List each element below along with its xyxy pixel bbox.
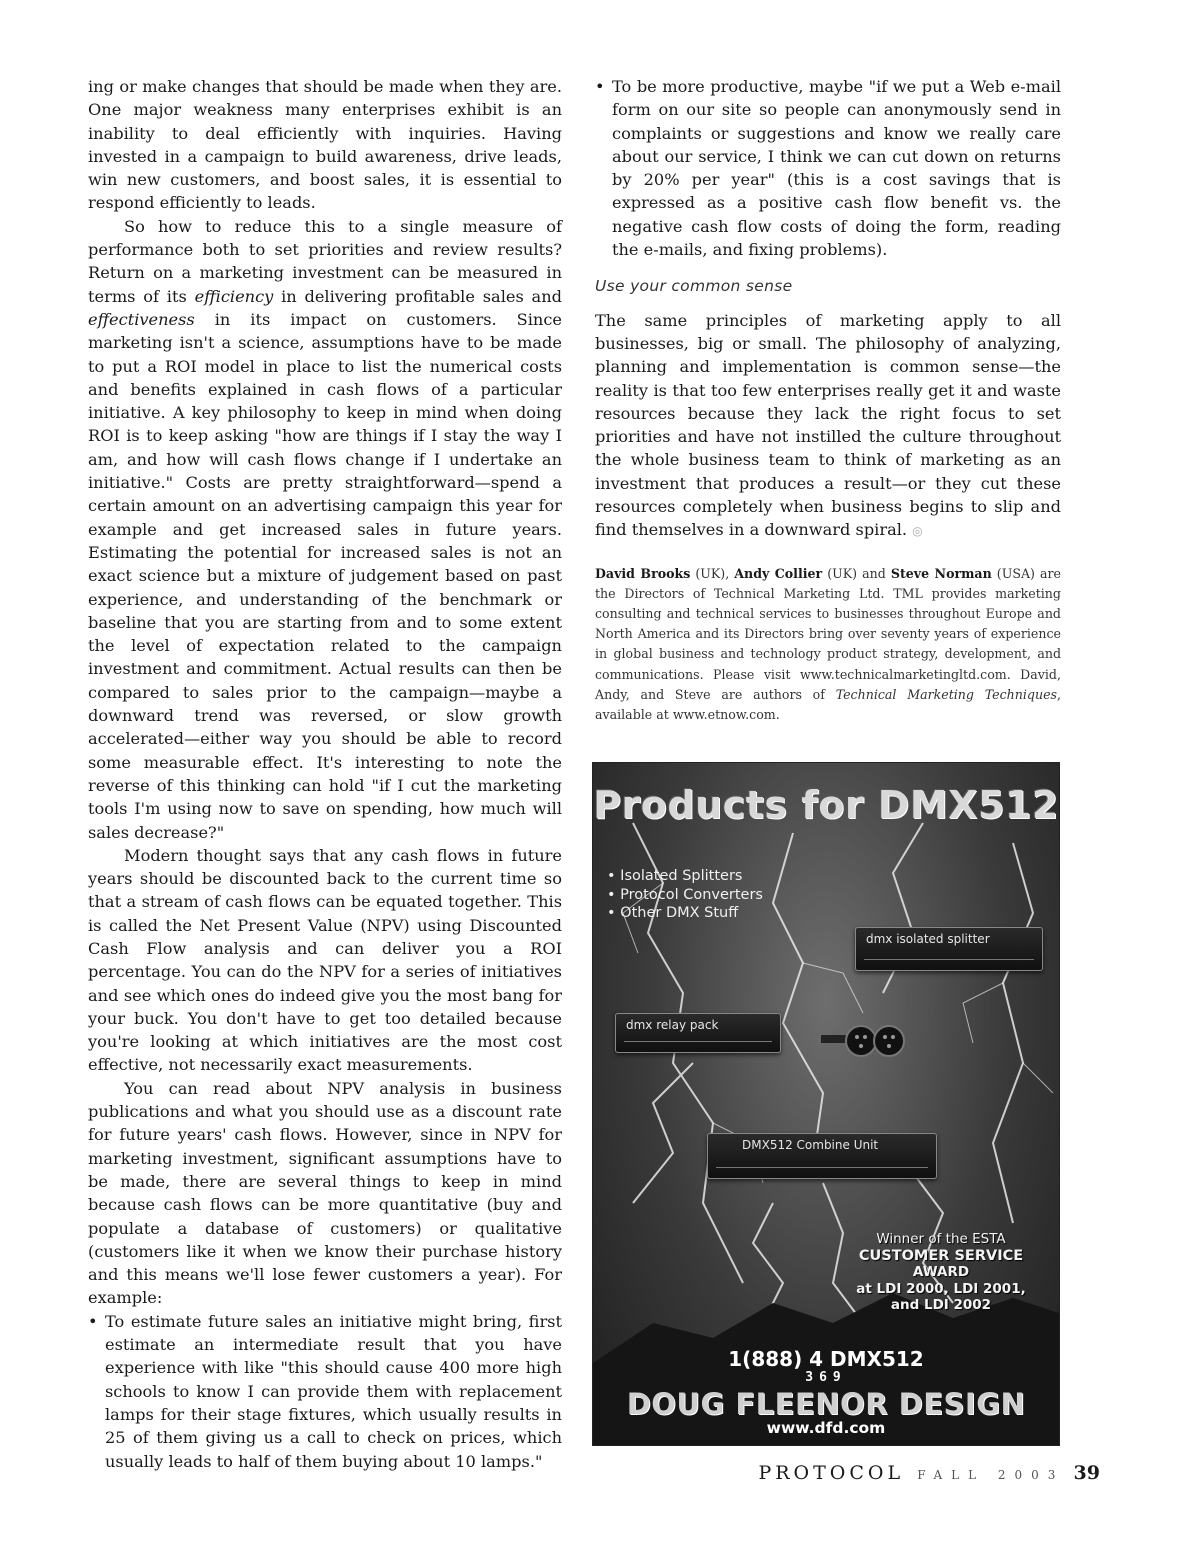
ad-phone-digits: 369 (805, 1370, 847, 1385)
paragraph-1: ing or make changes that should be made when they are. One major weakness many enterprises exhibit is an inability to deal efficiently with inquiries. Having invested in a campaign to build awareness, drive leads, win new customers, and boost sales, it is essential to respond efficiently to leads. (88, 77, 562, 213)
feature-item: • Protocol Converters (607, 886, 763, 905)
author-loc-1: (UK), (690, 565, 735, 581)
advertisement-dmx512 (592, 762, 1060, 1446)
section-subhead: Use your common sense (595, 277, 793, 296)
author-name-3: Steve Norman (890, 565, 992, 581)
paragraph-2-text-c: in its impact on customers. Since marketing isn't a science, assumptions have to be made to put a ROI model in place to list the numerical costs and benefits explained in cash flows of a particular initiative. A key philosophy to keep in mind when doing ROI is to keep asking "how are things if I stay the way I am, and how will cash flows change if I undertake an initiative." Costs are pretty straightforward—spend a certain amount on an advertising campaign this year for example and get increased sales in future years. Estimating the potential for increased sales is not an exact science but a mixture of judgement based on past experience, and understanding of the benchmark or baseline that you are starting from and to some extent the level of expectation related to the campaign investment and commitment. Actual results can then be compared to sales prior to the campaign—maybe a downward trend was reversed, or slow growth accelerated—either way you should be able to record some measurable effect. It's interesting to note the reverse of this thinking can hold "if I cut the marketing tools I'm using now to save on spending, how much will sales decrease?" (88, 309, 562, 842)
paragraph-2-text-b: in delivering profitable sales and (273, 286, 562, 306)
author-bio-text-a: are the Directors of Technical Marketing Ltd. TML provides marketing consulting and technical services to businesses throughout Europe and North America and its Directors bring over seventy years of experience in global business and technology product strategy, development, and communications. Please visit www.technicalmarketingltd.com. David, Andy, and Steve are authors of (595, 565, 1061, 702)
page-number: 39 (1073, 1462, 1100, 1484)
award-line: and LDI 2002 (890, 1297, 992, 1313)
device-combine-unit (707, 1133, 937, 1179)
magazine-name: PROTOCOL (758, 1462, 905, 1484)
emphasis-effectiveness: effectiveness (88, 309, 195, 329)
end-mark-icon: ◎ (912, 524, 923, 539)
feature-item: • Other DMX Stuff (607, 904, 763, 923)
award-text (851, 1231, 1031, 1314)
paragraph-5-text: The same principles of marketing apply to all businesses, big or small. The philosophy of analyzing, planning and implementation is common sense—the reality is that too few enterprises really get it and waste resources because they lack the right focus to set priorities and have not instilled the culture throughout the whole business team to think of marketing as an investment that produces a result—or they cut these resources completely when business begins to slip and find themselves in a downward spiral. (595, 310, 1061, 540)
bullet-item-2: • To be more productive, maybe "if we put a Web e-mail form on our site so people can anonymously send in complaints or suggestions and know we really care about our service, I think we can cut down on returns by 20% per year" (this is a cost savings that is expressed as a positive cash flow benefit vs. the negative cash flow costs of doing the form, reading the e-mails, and fixing problems). (595, 75, 1061, 261)
paragraph-3: Modern thought says that any cash flows in future years should be discounted back to the current time so that a stream of cash flows can be equated together. This is called the Net Present Value (NPV) using Discounted Cash Flow analysis and can deliver you a ROI percentage. You can do the NPV for a series of initiatives and see which ones do indeed give you the most bang for your buck. You don't have to get too detailed because you're looking at which initiatives are the most cost effective, not necessarily exact measurements. (88, 845, 562, 1075)
author-name-2: Andy Collier (734, 565, 823, 581)
ad-phone: 1(888) 4 DMX512 (728, 1347, 924, 1371)
award-line: AWARD (912, 1264, 970, 1280)
award-line: CUSTOMER SERVICE (858, 1247, 1024, 1264)
device-label: dmx relay pack (626, 1018, 719, 1032)
issue-label: FALL 2003 (917, 1468, 1065, 1482)
bullet-item-1: • To estimate future sales an initiative might bring, first estimate an intermediate result that you have experience with like "this should cause 400 more high schools to know I can provide them with replacement lamps for their stage fixtures, which usually results in 25 of them giving us a call to check on prices, which usually leads to half of them buying about 10 lamps." (88, 1310, 562, 1473)
ad-headline: Products for DMX512 (593, 783, 1059, 827)
xlr-connector-icon (821, 1019, 907, 1063)
paragraph-4: You can read about NPV analysis in business publications and what you should use as a discount rate for future years' cash flows. However, since in NPV for marketing investment, significant assumptions have to be made, there are several things to keep in mind because cash flows can be more quantitative (buy and populate a database of customers) or qualitative (customers like it when we know their purchase history and this means we'll lose fewer customers a year). For example: (88, 1078, 562, 1308)
author-bio (595, 564, 1061, 726)
emphasis-efficiency: efficiency (194, 286, 274, 306)
right-column (595, 75, 1061, 725)
page-footer (758, 1462, 1100, 1484)
author-loc-3: (USA) (991, 565, 1035, 581)
award-line: Winner of the ESTA (876, 1231, 1006, 1247)
ad-company-name: DOUG FLEENOR DESIGN (626, 1387, 1026, 1421)
paragraph-5 (595, 309, 1061, 544)
award-line: at LDI 2000, LDI 2001, (856, 1280, 1026, 1297)
device-isolated-splitter (855, 927, 1043, 971)
ad-url: www.dfd.com (766, 1419, 886, 1437)
device-label: dmx isolated splitter (866, 932, 990, 946)
book-title: Technical Marketing Techniques (835, 686, 1057, 702)
author-bio-text-b: , available at www.etnow.com. (595, 686, 1062, 723)
paragraph-2 (88, 215, 562, 844)
author-loc-2: (UK) and (822, 565, 891, 581)
feature-item: • Isolated Splitters (607, 867, 763, 886)
paragraph-2-text-a: So how to reduce this to a single measure of performance both to set priorities and review results? Return on a marketing investment can be measured in terms of its (88, 216, 562, 306)
left-column (88, 75, 562, 1473)
device-label: DMX512 Combine Unit (742, 1138, 879, 1152)
lightning-bolts-graphic (593, 763, 1059, 1445)
author-name-1: David Brooks (595, 565, 691, 581)
feature-list (607, 867, 763, 923)
device-relay-pack (615, 1013, 781, 1053)
